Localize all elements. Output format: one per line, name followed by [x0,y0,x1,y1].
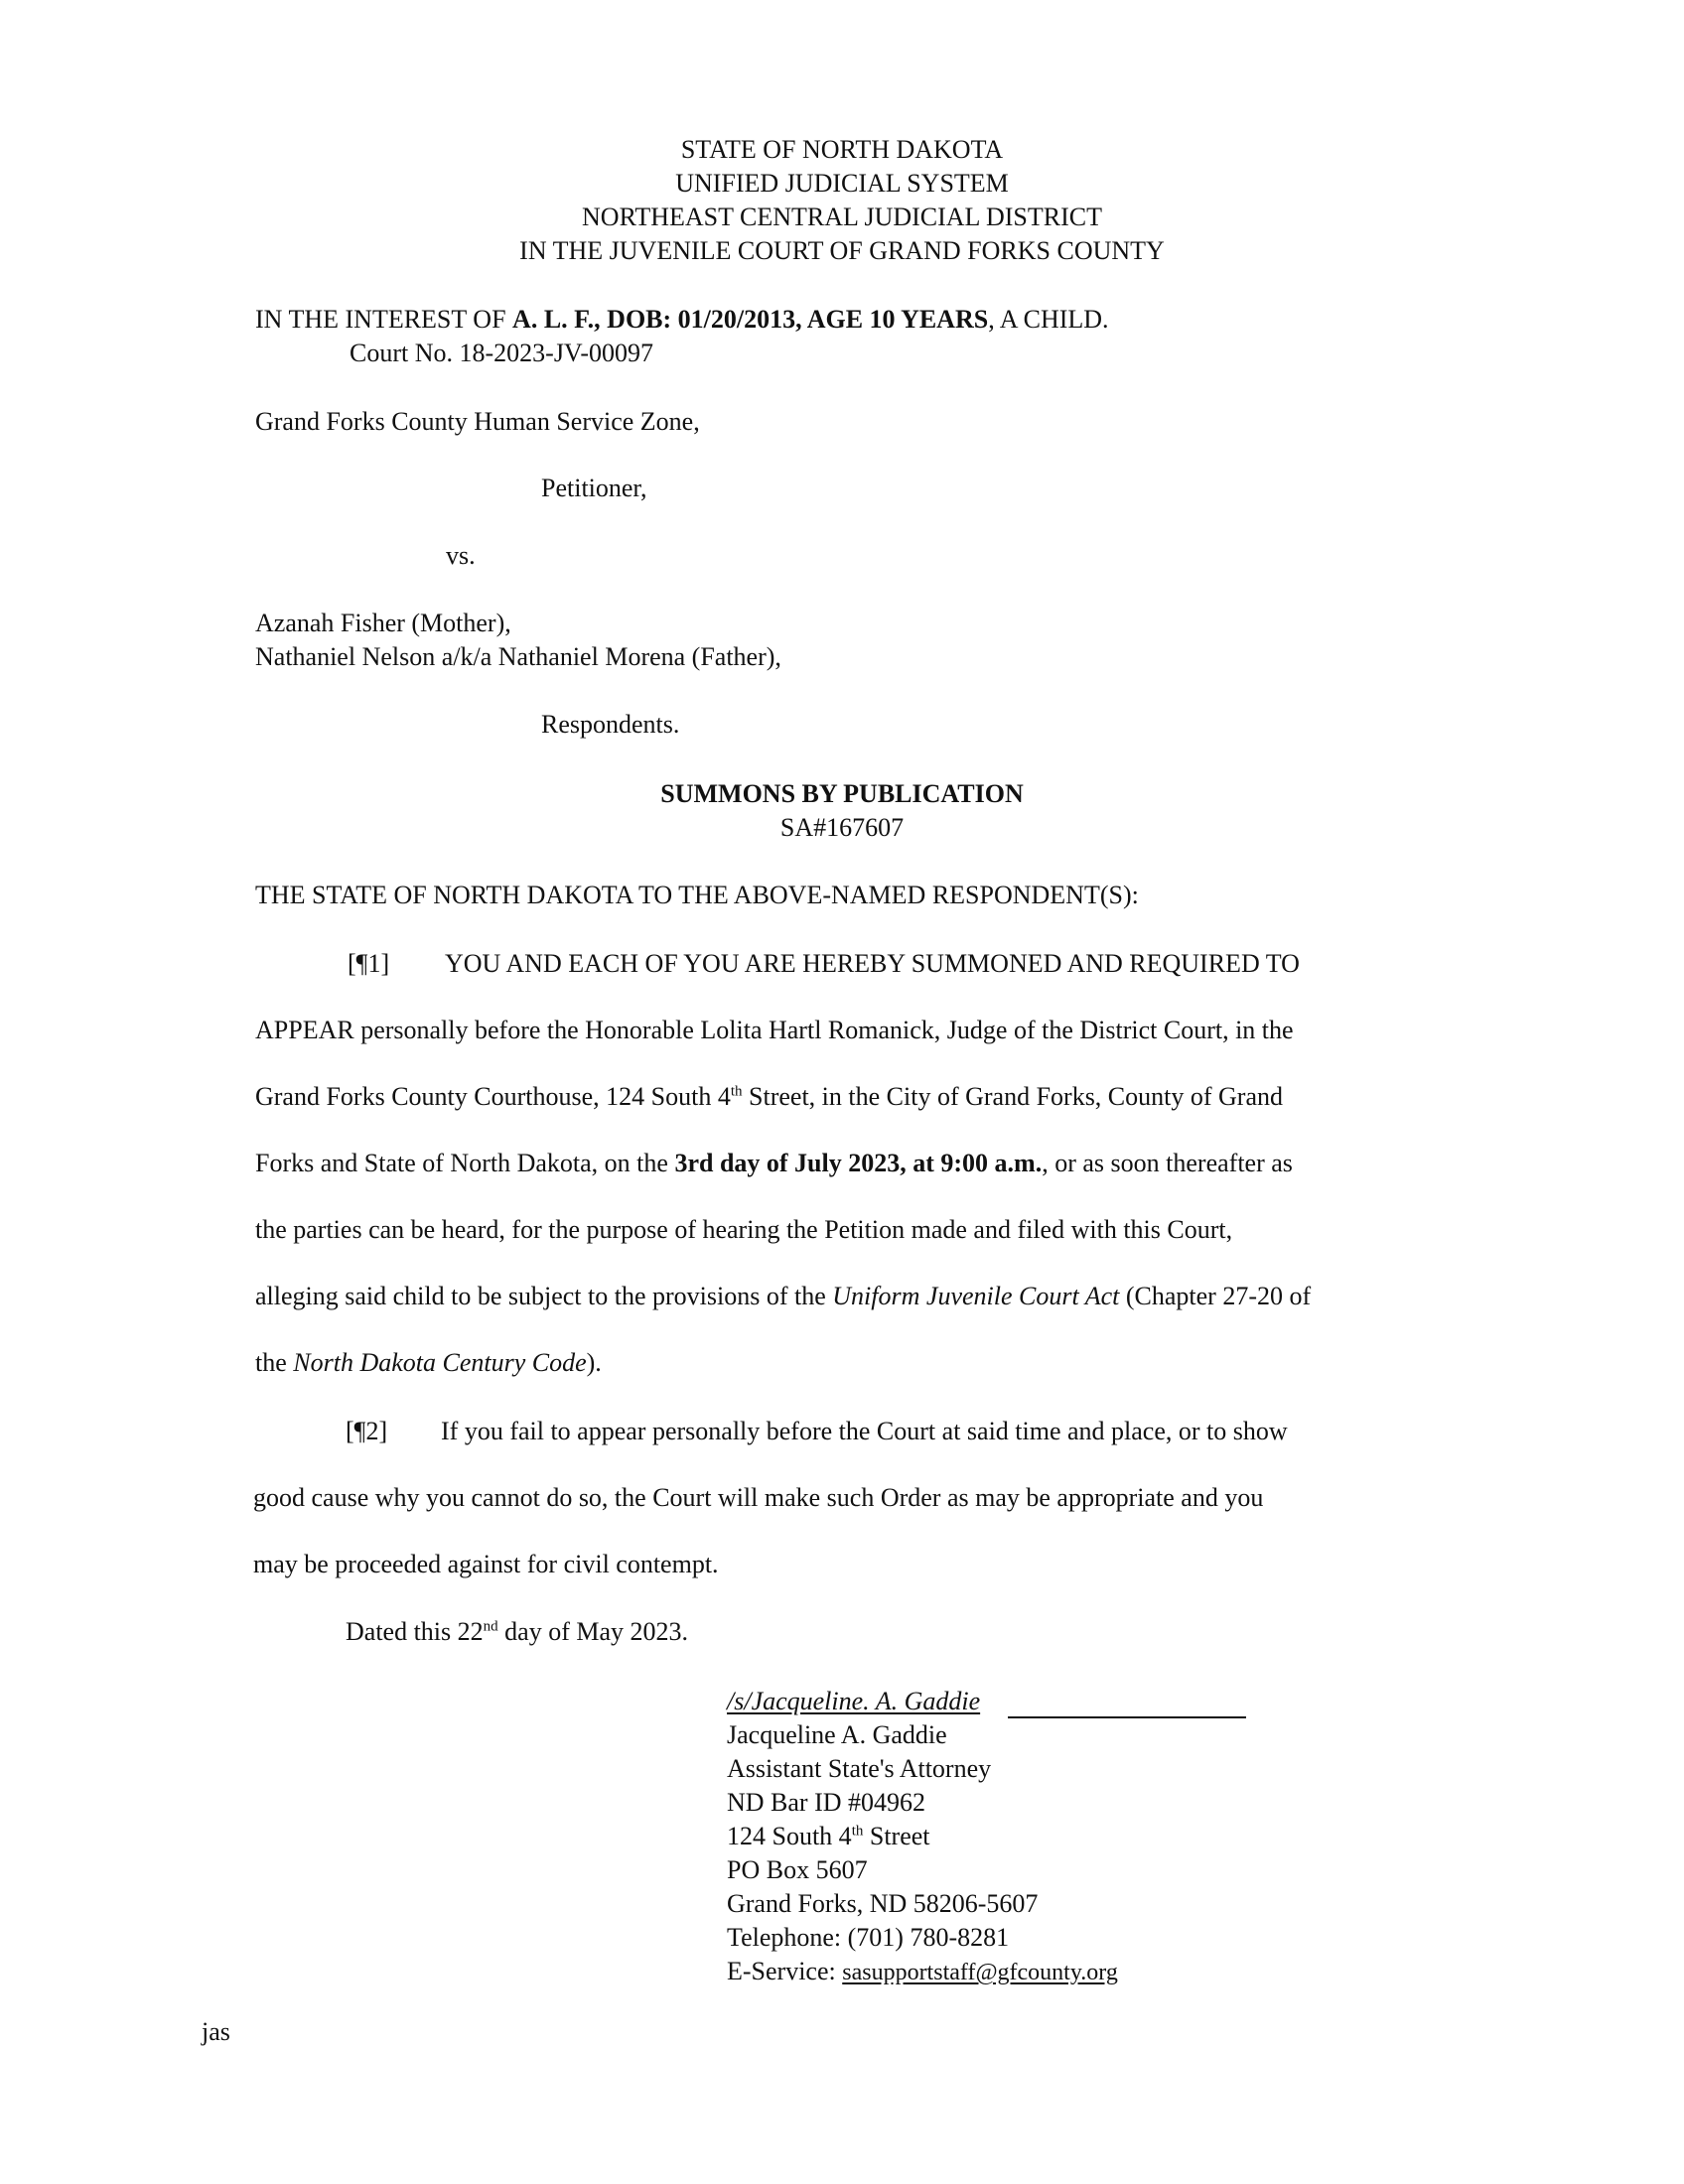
dob-label: DOB: [607,305,678,334]
paragraph-2-line-3: may be proceeded against for civil contempt. [253,1550,719,1578]
telephone: Telephone: (701) 780-8281 [727,1923,1010,1952]
court-number: Court No. 18-2023-JV-00097 [350,339,653,367]
dated-end: day of May 2023. [497,1617,689,1646]
petitioner-name: Grand Forks County Human Service Zone, [255,407,700,436]
eservice-label: E-Service: [727,1957,843,1985]
city-state-zip: Grand Forks, ND 58206-5607 [727,1889,1039,1918]
court-header-state: STATE OF NORTH DAKOTA [680,135,1004,164]
child-initials: A. L. F., [512,305,608,334]
closing-text: ). [586,1348,602,1377]
hearing-location-text: Forks and State of North Dakota, on the [255,1149,675,1177]
typist-initials: jas [202,2017,230,2046]
respondent-father: Nathaniel Nelson a/k/a Nathaniel Morena (Father), [255,642,781,671]
street-end: Street [863,1822,930,1850]
hearing-after-text: , or as soon thereafter as [1042,1149,1293,1177]
eservice-line [727,1955,1118,1989]
dated-ordinal: nd [483,1618,498,1635]
alleging-text: alleging said child to be subject to the provisions of the [255,1282,833,1310]
child-dob: 01/20/2013, [677,305,807,334]
court-header-court: IN THE JUVENILE COURT OF GRAND FORKS COUNTY [519,236,1165,265]
chapter-text: (Chapter 27-20 of [1119,1282,1312,1310]
paragraph-1-line-5: the parties can be heard, for the purpose of hearing the Petition made and filed with this Court, [255,1215,1233,1244]
court-header-district: NORTHEAST CENTRAL JUDICIAL DISTRICT [582,203,1102,231]
paragraph-1-line-4 [255,1147,1293,1180]
eservice-email-link[interactable]: sasupportstaff@gfcounty.org [842,1960,1118,1985]
po-box: PO Box 5607 [727,1855,868,1884]
street-ordinal: th [851,1823,864,1840]
street-address [727,1820,930,1853]
interest-prefix: IN THE INTEREST OF [255,305,513,334]
respondents-label: Respondents. [541,710,680,739]
court-header-system: UNIFIED JUDICIAL SYSTEM [675,169,1009,198]
electronic-signature: /s/Jacqueline. A. Gaddie [727,1687,981,1715]
document-title: SUMMONS BY PUBLICATION [660,779,1024,808]
paragraph-2-line-2: good cause why you cannot do so, the Court will make such Order as may be appropriate and you [253,1483,1264,1512]
petitioner-label: Petitioner, [541,474,647,502]
interest-suffix: , A CHILD. [988,305,1109,334]
case-interest-line [255,303,1109,337]
paragraph-1-line-1: YOU AND EACH OF YOU ARE HEREBY SUMMONED AND REQUIRED TO [445,949,1300,978]
versus: vs. [446,541,476,570]
child-age: AGE 10 YEARS [806,305,989,334]
act-name: Uniform Juvenile Court Act [832,1282,1120,1310]
sa-number: SA#167607 [779,813,905,842]
paragraph-1-line-3 [255,1080,1283,1114]
address-line: THE STATE OF NORTH DAKOTA TO THE ABOVE-NAMED RESPONDENT(S): [255,881,1139,909]
signer-title: Assistant State's Attorney [727,1754,992,1783]
ordinal-suffix: th [730,1083,743,1100]
hearing-date-time: 3rd day of July 2023, at 9:00 a.m. [674,1149,1043,1177]
paragraph-1-line-7 [255,1346,602,1380]
dated-start: Dated this 22 [346,1617,484,1646]
signer-name: Jacqueline A. Gaddie [727,1720,947,1749]
the-text: the [255,1348,294,1377]
dated-line [346,1615,688,1649]
courthouse-address-start: Grand Forks County Courthouse, 124 South 4 [255,1082,731,1111]
code-name: North Dakota Century Code [293,1348,587,1377]
paragraph-1-line-6 [255,1280,1311,1313]
paragraph-1-number: [¶1] [348,949,390,978]
paragraph-1-line-2: APPEAR personally before the Honorable Lolita Hartl Romanick, Judge of the District Court, in the [255,1016,1294,1044]
signature-line [1008,1716,1246,1718]
courthouse-address-end: Street, in the City of Grand Forks, County of Grand [742,1082,1284,1111]
bar-id: ND Bar ID #04962 [727,1788,926,1817]
paragraph-2-number: [¶2] [346,1417,388,1445]
street-start: 124 South 4 [727,1822,852,1850]
respondent-mother: Azanah Fisher (Mother), [255,609,511,637]
paragraph-2-line-1: If you fail to appear personally before the Court at said time and place, or to show [441,1417,1288,1445]
